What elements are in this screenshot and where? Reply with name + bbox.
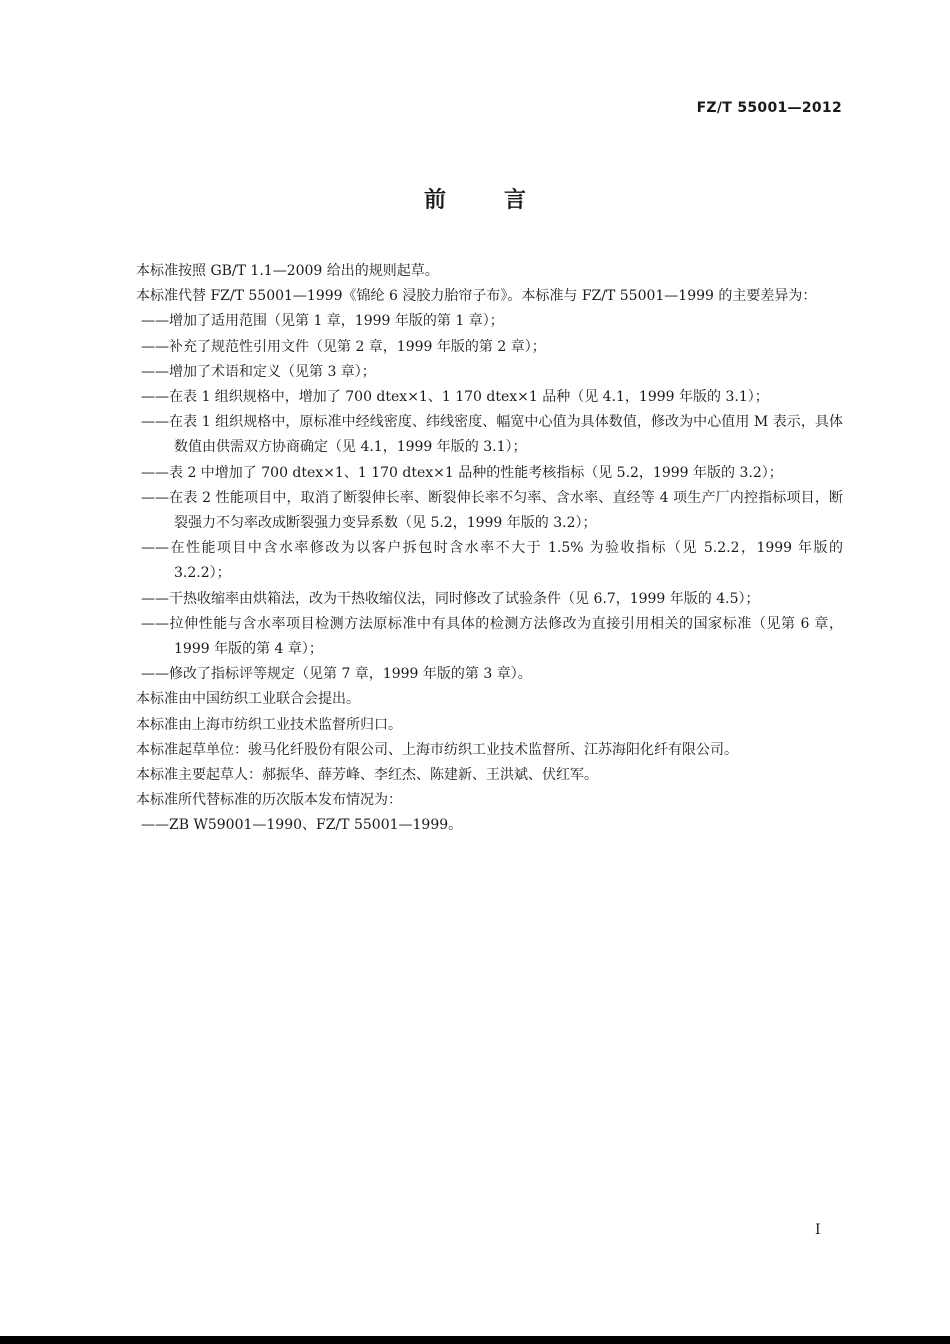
paragraph: 本标准主要起草人：郝振华、薛芳峰、李红杰、陈建新、王洪斌、伏红军。 <box>136 767 598 784</box>
page-title <box>0 183 950 214</box>
paragraph: 本标准由中国纺织工业联合会提出。 <box>136 691 360 708</box>
change-item: ——增加了术语和定义（见第 3 章）； <box>141 363 376 380</box>
change-item: ——表 2 中增加了 700 dtex×1、1 170 dtex×1 品种的性能考核指标（见 5.2，1999 年版的 3.2）； <box>141 464 783 481</box>
paragraph: 本标准按照 GB/T 1.1—2009 给出的规则起草。 <box>136 263 439 279</box>
foreword-body <box>108 259 843 839</box>
change-item: ——干热收缩率由烘箱法，改为干热收缩仪法，同时修改了试验条件（见 6.7，1999 年版的 4.5）； <box>141 590 760 607</box>
change-item: ——拉伸性能与含水率项目检测方法原标准中有具体的检测方法修改为直接引用相关的国家标准（见第 6 章，1999 年版的第 4 章）； <box>141 615 843 658</box>
paragraph: 本标准所代替标准的历次版本发布情况为： <box>136 792 402 809</box>
paragraph: 本标准由上海市纺织工业技术监督所归口。 <box>136 716 402 733</box>
bottom-border <box>0 1336 950 1344</box>
title-char-1: 前 <box>423 188 446 213</box>
change-item: ——在性能项目中含水率修改为以客户拆包时含水率不大于 1.5% 为验收指标（见 5.2.2，1999 年版的 3.2.2）； <box>141 540 843 582</box>
change-item: ——在表 1 组织规格中，增加了 700 dtex×1、1 170 dtex×1 品种（见 4.1，1999 年版的 3.1）； <box>141 389 769 406</box>
standard-code: FZ/T 55001—2012 <box>696 100 842 116</box>
paragraph: 本标准代替 FZ/T 55001—1999《锦纶 6 浸胶力胎帘子布》。本标准与 FZ/T 55001—1999 的主要差异为： <box>136 288 817 305</box>
history-item: ——ZB W59001—1990、FZ/T 55001—1999。 <box>141 817 463 834</box>
title-char-2: 言 <box>504 188 527 213</box>
paragraph: 本标准起草单位：骏马化纤股份有限公司、上海市纺织工业技术监督所、江苏海阳化纤有限公司。 <box>136 741 738 758</box>
change-item: ——在表 1 组织规格中，原标准中经线密度、纬线密度、幅宽中心值为具体数值，修改为中心值用 M 表示，具体数值由供需双方协商确定（见 4.1，1999 年版的 3.1）； <box>141 414 843 456</box>
change-item: ——在表 2 性能项目中，取消了断裂伸长率、断裂伸长率不匀率、含水率、直经等 4 项生产厂内控指标项目，断裂强力不匀率改成断裂强力变异系数（见 5.2，1999 年版的 3.2）； <box>141 489 843 532</box>
change-item: ——修改了指标评等规定（见第 7 章，1999 年版的第 3 章）。 <box>141 666 532 683</box>
change-item: ——增加了适用范围（见第 1 章，1999 年版的第 1 章）； <box>141 313 504 330</box>
page-number: I <box>815 1222 821 1238</box>
change-item: ——补充了规范性引用文件（见第 2 章，1999 年版的第 2 章）； <box>141 338 546 355</box>
